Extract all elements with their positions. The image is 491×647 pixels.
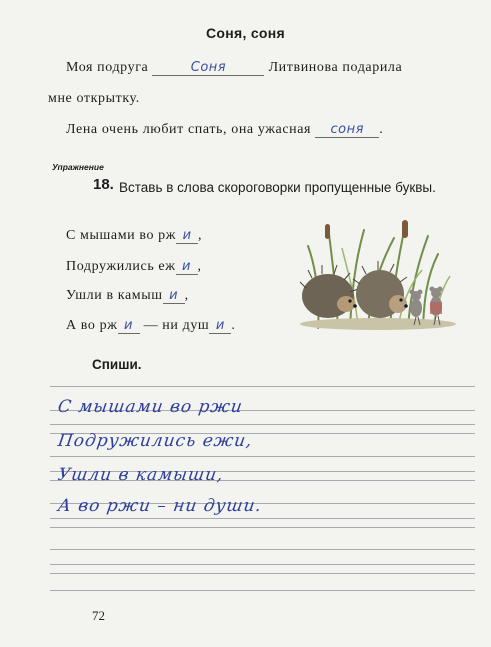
twister-line-1-blank (176, 228, 198, 244)
sentence-1 (66, 60, 402, 76)
sentence-1-continued: мне открытку. (48, 91, 140, 106)
twister-line-2-after: , (197, 259, 202, 274)
twister-line-1 (66, 228, 202, 244)
twister-line-4-fill-1: и (124, 318, 133, 333)
handwriting-line-4: А во ржи – ни души. (56, 496, 264, 516)
twister-line-4-middle: — ни душ (143, 318, 210, 333)
twister-line-3 (66, 288, 189, 304)
page-number: 72 (92, 608, 105, 623)
twister-line-3-fill: и (169, 288, 179, 303)
twister-line-1-after: , (198, 228, 203, 243)
twister-line-1-text: С мышами во рж (66, 228, 177, 243)
sentence-2-filled: соня (330, 122, 364, 137)
twister-line-4-after: . (231, 318, 236, 333)
twister-line-3-after: , (184, 288, 189, 303)
handwriting-line-2: Подружились ежи, (56, 431, 254, 451)
sentence-1-blank (152, 60, 264, 76)
ruled-line (50, 456, 475, 457)
sentence-1-filled: Соня (190, 60, 227, 75)
twister-line-4-blank-2 (209, 318, 231, 334)
sentence-2-before: Лена очень любит спать, она ужасная (66, 122, 312, 137)
twister-line-2 (66, 259, 202, 275)
exercise-label: Упражнение (52, 162, 104, 172)
ruled-line (50, 518, 475, 519)
ruled-line (50, 386, 475, 387)
sentence-2-blank (315, 122, 379, 138)
exercise-instruction: Вставь в слова скороговорки пропущенные буквы. (119, 180, 436, 195)
twister-line-3-blank (163, 288, 185, 304)
sentence-1-before: Моя подруга (66, 60, 149, 75)
ruled-line (50, 424, 475, 425)
twister-line-2-fill: и (182, 259, 191, 274)
twister-line-4 (66, 318, 235, 334)
twister-line-4-fill-2: и (215, 318, 225, 333)
sentence-2-after: . (379, 122, 384, 137)
twister-line-2-text: Подружились еж (66, 259, 176, 274)
twister-line-3-text: Ушли в камыш (66, 288, 163, 303)
handwriting-line-3: Ушли в камыши, (56, 465, 225, 485)
hedgehogs-illustration (298, 218, 458, 330)
twister-line-4-text: А во рж (66, 318, 118, 333)
ruled-line (50, 549, 475, 550)
ruled-line (50, 527, 475, 528)
exercise-number: 18. (93, 176, 114, 193)
ruled-line (50, 590, 475, 591)
ruled-line (50, 564, 475, 565)
handwriting-line-1: С мышами во ржи (56, 397, 245, 417)
copy-instruction: Спиши. (92, 357, 142, 372)
ruled-line (50, 573, 475, 574)
twister-line-4-blank-1 (118, 318, 140, 334)
sentence-2 (66, 122, 383, 138)
twister-line-2-blank (176, 259, 198, 275)
section-heading: Соня, соня (205, 25, 286, 41)
twister-line-1-fill: и (182, 228, 192, 243)
sentence-1-after: Литвинова подарила (268, 60, 403, 75)
